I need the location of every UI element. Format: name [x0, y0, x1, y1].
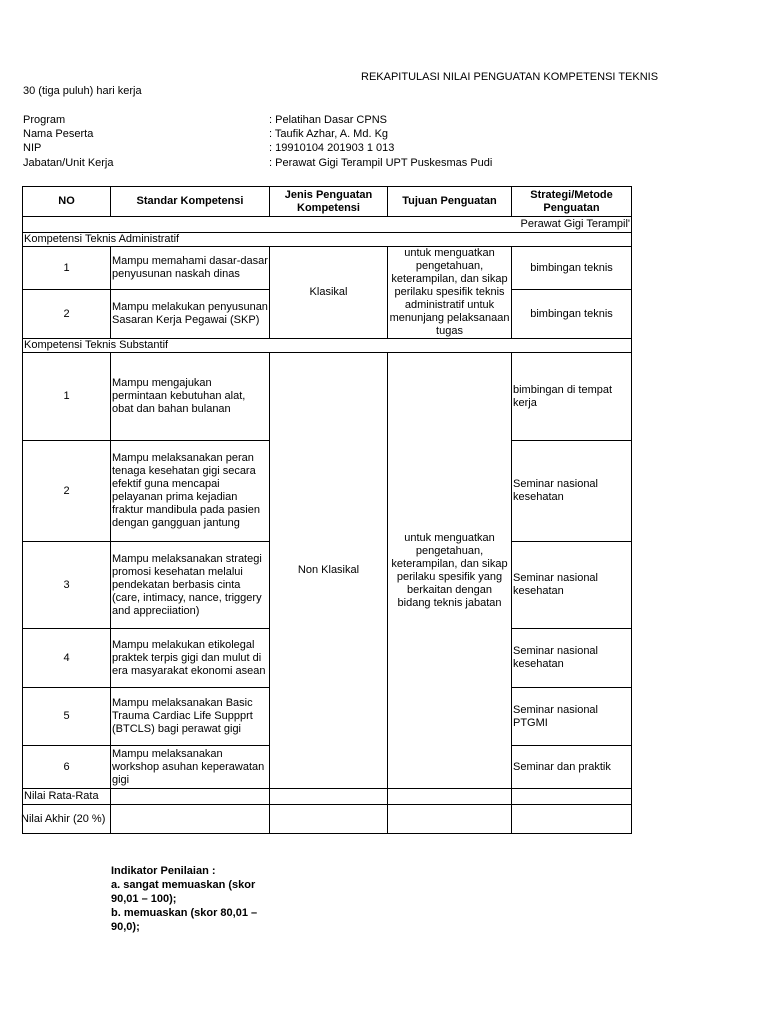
info-label-program: Program — [23, 114, 66, 126]
header-jenis: Jenis Penguatan Kompetensi — [270, 187, 388, 217]
row-strategi: Seminar nasional PTGMI — [512, 688, 632, 746]
row-no: 2 — [23, 441, 111, 542]
table-row — [23, 247, 632, 290]
period-text: 30 (tiga puluh) hari kerja — [23, 85, 142, 97]
competency-table — [22, 186, 632, 834]
section-row-substantif — [23, 339, 632, 353]
final-cell — [388, 805, 512, 834]
row-no: 6 — [23, 746, 111, 789]
table-header-row — [23, 187, 632, 217]
row-standar: Mampu mengajukan permintaan kebutuhan alat, obat dan bahan bulanan — [111, 353, 270, 441]
row-strategi: bimbingan di tempat kerja — [512, 353, 632, 441]
row-strategi: bimbingan teknis — [512, 290, 632, 339]
info-label-nip: NIP — [23, 142, 42, 154]
info-value-jabatan: : Perawat Gigi Terampil UPT Puskesmas Pudi — [269, 157, 493, 169]
row-strategi: Seminar nasional kesehatan — [512, 542, 632, 629]
role-row — [23, 217, 632, 233]
tujuan-substantif: untuk menguatkan pengetahuan, keterampilan, dan sikap perilaku spesifik yang berkaitan dengan bidang teknis jabatan — [388, 353, 512, 789]
info-value-nama: : Taufik Azhar, A. Md. Kg — [269, 128, 389, 140]
table-row — [23, 353, 632, 441]
row-no: 1 — [23, 353, 111, 441]
jenis-substantif: Non Klasikal — [270, 353, 388, 789]
row-strategi: bimbingan teknis — [512, 247, 632, 290]
row-standar: Mampu melaksanakan Basic Trauma Cardiac Life Suppprt (BTCLS) bagi perawat gigi — [111, 688, 270, 746]
header-standar: Standar Kompetensi — [111, 187, 270, 217]
info-label-nama: Nama Peserta — [23, 128, 94, 140]
section-row-admin — [23, 233, 632, 247]
info-value-program: : Pelatihan Dasar CPNS — [269, 114, 387, 126]
row-standar: Mampu melaksanakan workshop asuhan keperawatan gigi — [111, 746, 270, 789]
row-no: 5 — [23, 688, 111, 746]
average-cell — [111, 789, 270, 805]
row-standar: Mampu memahami dasar-dasar penyusunan naskah dinas — [111, 247, 270, 290]
role-label: Perawat Gigi Terampil' — [23, 217, 632, 233]
indicator-item: a. sangat memuaskan (skor 90,01 – 100); — [111, 879, 256, 905]
average-cell — [512, 789, 632, 805]
tujuan-admin: untuk menguatkan pengetahuan, keterampilan, dan sikap perilaku spesifik teknis administratif untuk menunjang pelaksanaan tugas — [388, 247, 512, 339]
final-row — [23, 805, 632, 834]
average-cell — [388, 789, 512, 805]
row-no: 4 — [23, 629, 111, 688]
row-standar: Mampu melaksanakan peran tenaga kesehatan gigi secara efektif guna mencapai pelayanan prima kejadian fraktur mandibula pada pasien dengan gangguan jantung — [111, 441, 270, 542]
final-label: Nilai Akhir (20 %) — [23, 805, 111, 834]
section-title-admin: Kompetensi Teknis Administratif — [23, 233, 632, 247]
indicator-title: Indikator Penilaian : — [111, 865, 216, 877]
header-no: NO — [23, 187, 111, 217]
indicator-block — [111, 864, 271, 933]
header-tujuan: Tujuan Penguatan — [388, 187, 512, 217]
section-title-substantif: Kompetensi Teknis Substantif — [23, 339, 632, 353]
indicator-item: b. memuaskan (skor 80,01 – 90,0); — [111, 907, 258, 933]
row-no: 2 — [23, 290, 111, 339]
row-no: 1 — [23, 247, 111, 290]
row-no: 3 — [23, 542, 111, 629]
row-standar: Mampu melakukan penyusunan Sasaran Kerja Pegawai (SKP) — [111, 290, 270, 339]
jenis-admin: Klasikal — [270, 247, 388, 339]
final-cell — [512, 805, 632, 834]
final-cell — [111, 805, 270, 834]
average-row — [23, 789, 632, 805]
info-label-jabatan: Jabatan/Unit Kerja — [23, 157, 114, 169]
row-strategi: Seminar nasional kesehatan — [512, 629, 632, 688]
row-standar: Mampu melaksanakan strategi promosi kesehatan melalui pendekatan berbasis cinta (care, intimacy, nance, triggery and appreciiation) — [111, 542, 270, 629]
average-label: Nilai Rata-Rata — [23, 789, 111, 805]
header-strategi: Strategi/Metode Penguatan — [512, 187, 632, 217]
info-value-nip: : 19910104 201903 1 013 — [269, 142, 395, 154]
row-strategi: Seminar dan praktik — [512, 746, 632, 789]
row-strategi: Seminar nasional kesehatan — [512, 441, 632, 542]
row-standar: Mampu melakukan etikolegal praktek terpis gigi dan mulut di era masyarakat ekonomi asean — [111, 629, 270, 688]
document-title: REKAPITULASI NILAI PENGUATAN KOMPETENSI TEKNIS — [361, 71, 659, 83]
average-cell — [270, 789, 388, 805]
final-cell — [270, 805, 388, 834]
